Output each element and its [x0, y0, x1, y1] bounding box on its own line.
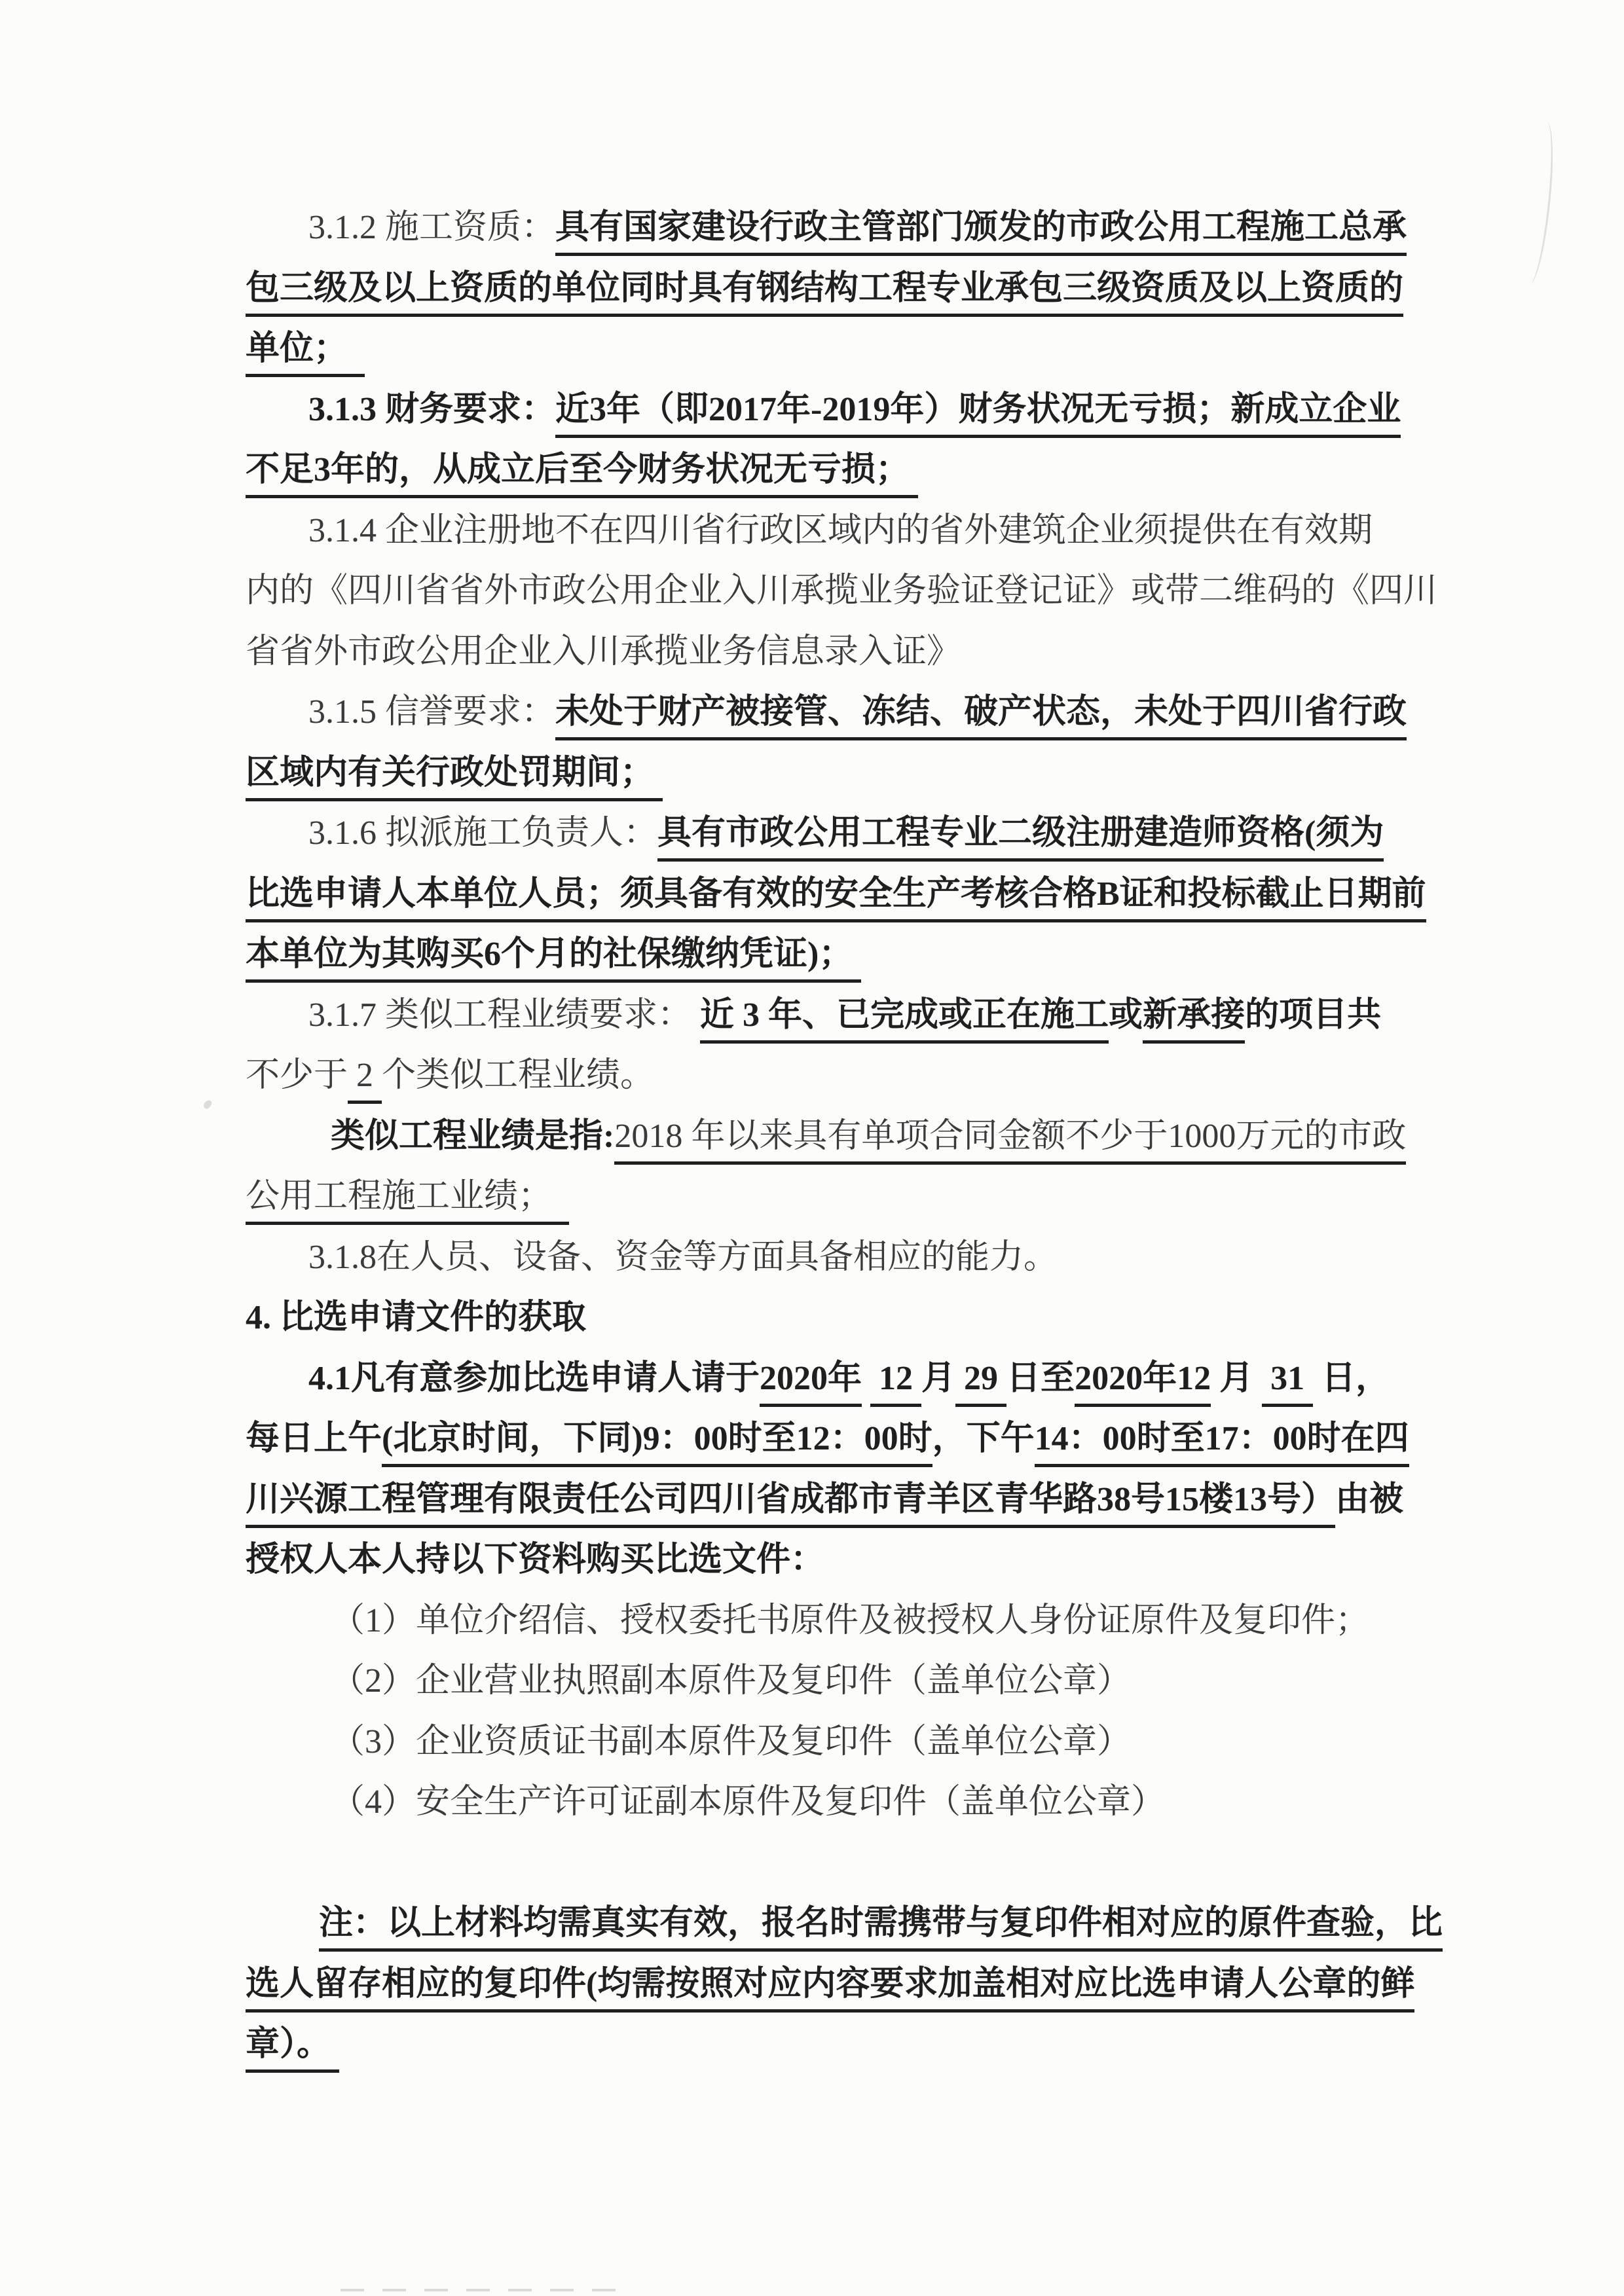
text-segment: 3.1.8在人员、设备、资金等方面具备相应的能力。: [308, 1238, 1058, 1276]
text-line: [246, 1117, 1418, 1178]
text-line: [246, 511, 1418, 572]
underlined-text-segment: 2: [348, 1057, 382, 1104]
underlined-text-segment: 未处于财产被接管、冻结、破产状态，未处于四川省行政: [555, 693, 1407, 740]
underlined-text-segment: 具有国家建设行政主管部门颁发的市政公用工程施工总承: [555, 209, 1407, 256]
text-line: [246, 1480, 1418, 1541]
underlined-text-segment: 2018 年以来具有单项合同金额不少于1000万元的市政: [614, 1118, 1406, 1165]
text-line: [246, 1359, 1418, 1420]
text-segment: 由被: [1335, 1480, 1404, 1518]
underlined-text-segment: 12: [870, 1360, 921, 1407]
text-segment: 不少于: [246, 1057, 348, 1094]
text-line: [246, 814, 1418, 875]
text-segment: 月: [921, 1359, 956, 1397]
underlined-text-segment: 包三级及以上资质的单位同时具有钢结构工程专业承包三级资质及以上资质的: [246, 270, 1403, 317]
underlined-text-segment: 不足3年的，从成立后至今财务状况无亏损；: [246, 451, 918, 498]
underlined-text-segment: 注：以上材料均需真实有效，报名时需携带与复印件相对应的原件查验，比: [319, 1904, 1443, 1952]
text-line: [246, 450, 1418, 511]
text-segment: 的项目共: [1245, 996, 1382, 1034]
text-line: [246, 1540, 1418, 1601]
underlined-text-segment: 2020年: [760, 1360, 862, 1407]
text-line: [246, 1177, 1418, 1238]
text-line: [246, 1601, 1418, 1662]
text-segment: 日，: [1313, 1359, 1390, 1397]
text-line: [246, 329, 1418, 390]
text-line: [246, 1904, 1443, 1965]
text-segment: （3）企业资质证书副本原件及复印件（盖单位公章）: [331, 1722, 1132, 1760]
underlined-text-segment: 选人留存相应的复印件(均需按照对应内容要求加盖相对应比选申请人公章的鲜: [246, 1965, 1414, 2013]
underlined-text-segment: 比选申请人本单位人员；须具备有效的安全生产考核合格B证和投标截止日期前: [246, 875, 1426, 922]
scan-artifact-curve: [1517, 120, 1559, 285]
text-line: [246, 269, 1418, 330]
text-line: [246, 1783, 1418, 1844]
text-line: [246, 572, 1438, 632]
document-text-block: [246, 208, 1443, 2086]
text-segment: 月: [1211, 1359, 1263, 1397]
text-segment: （4）安全生产许可证副本原件及复印件（盖单位公章）: [331, 1783, 1166, 1821]
text-line: [246, 1238, 1418, 1299]
text-line: [246, 1965, 1418, 2026]
text-segment: 类似工程业绩是指:: [331, 1117, 615, 1155]
underlined-text-segment: 公用工程施工业绩；: [246, 1178, 569, 1225]
underlined-text-segment: 新承接: [1143, 996, 1245, 1044]
text-segment: ，下午: [932, 1420, 1035, 1457]
underlined-text-segment: 31: [1262, 1360, 1313, 1407]
text-line: [246, 2025, 1418, 2086]
text-line: [246, 208, 1418, 269]
underlined-text-segment: 单位；: [246, 330, 365, 377]
scan-artifact-speck: [202, 1099, 213, 1110]
underlined-text-segment: 区域内有关行政处罚期间；: [246, 754, 663, 801]
underlined-text-segment: 14：00时至17：00时在四: [1035, 1420, 1409, 1467]
text-line: [246, 1722, 1418, 1783]
text-segment: 3.1.7 类似工程业绩要求：: [308, 996, 701, 1034]
text-segment: 3.1.4 企业注册地不在四川省行政区域内的省外建筑企业须提供在有效期: [308, 511, 1373, 549]
text-line: [246, 1419, 1418, 1480]
text-line: [246, 875, 1426, 936]
underlined-text-segment: 近 3 年、已完成或: [700, 996, 972, 1044]
text-segment: 3.1.6 拟派施工负责人：: [308, 814, 658, 852]
text-segment: 内的《四川省省外市政公用企业入川承揽业务验证登记证》或带二维码的《四川: [246, 572, 1438, 610]
text-segment: 4.1凡有意参加比选申请人请于: [308, 1359, 760, 1397]
underlined-text-segment: 2020年12: [1075, 1360, 1211, 1407]
underlined-text-segment: 29: [955, 1360, 1006, 1407]
text-segment: [862, 1360, 870, 1404]
text-segment: 个类似工程业绩。: [382, 1057, 655, 1094]
underlined-text-segment: 正在施工: [972, 996, 1109, 1044]
text-segment: 日至: [1006, 1359, 1075, 1397]
text-line: [246, 1662, 1418, 1722]
underlined-text-segment: 具有市政公用工程专业二级注册建造师资格(须为: [657, 814, 1384, 862]
text-line: [246, 632, 1418, 693]
underlined-text-segment: 近3年（即2017年-2019年）财务状况无亏损；新成立企业: [555, 391, 1401, 438]
text-line: [246, 754, 1418, 814]
underlined-text-segment: (北京时间，下同)9：00时至12：00时: [382, 1420, 932, 1467]
text-line: [246, 693, 1418, 754]
text-segment: （1）单位介绍信、授权委托书原件及被授权人身份证原件及复印件；: [331, 1601, 1370, 1639]
text-segment: 4. 比选申请文件的获取: [246, 1299, 587, 1336]
text-segment: 3.1.2 施工资质：: [308, 209, 556, 246]
text-segment: 3.1.5 信誉要求：: [308, 693, 556, 731]
text-segment: 授权人本人持以下资料购买比选文件：: [246, 1541, 825, 1578]
blank-line: [246, 1844, 1418, 1904]
text-segment: 3.1.3 财务要求：: [308, 390, 556, 428]
scan-artifact-smudge: [341, 2289, 622, 2291]
text-line: [246, 996, 1418, 1057]
text-segment: 省省外市政公用企业入川承揽业务信息录入证》: [246, 632, 961, 670]
underlined-text-segment: 章）。: [246, 2026, 339, 2073]
underlined-text-segment: 川兴源工程管理有限责任公司四川省成都市青羊区青华路38号15楼13号）: [246, 1481, 1335, 1528]
text-line: [246, 1298, 1418, 1359]
text-line: [246, 1056, 1418, 1117]
text-line: [246, 935, 1418, 996]
text-segment: 或: [1109, 996, 1143, 1034]
text-segment: 每日上午: [246, 1420, 382, 1457]
text-line: [246, 390, 1418, 451]
text-segment: （2）企业营业执照副本原件及复印件（盖单位公章）: [331, 1662, 1132, 1700]
underlined-text-segment: 本单位为其购买6个月的社保缴纳凭证)；: [246, 936, 861, 983]
